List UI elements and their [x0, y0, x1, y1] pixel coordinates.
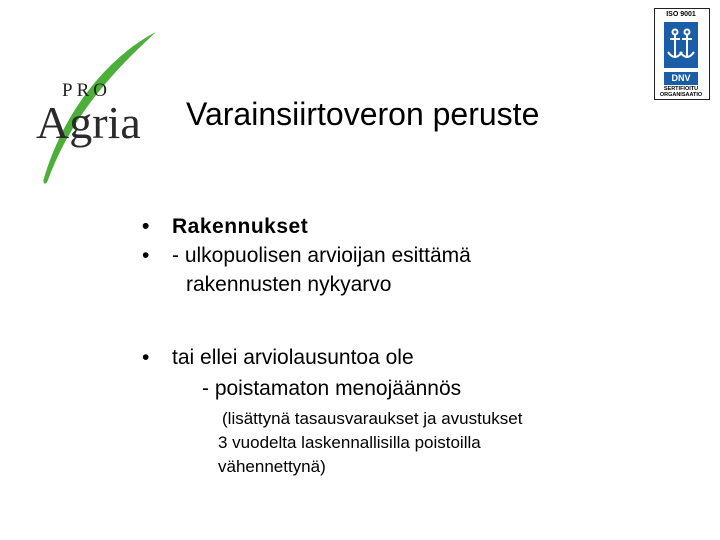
bullet-text-continued: rakennusten nykyarvo [186, 273, 392, 296]
sub-bullet-text: - poistamaton menojäännös [202, 377, 462, 400]
iso-certificate-badge [654, 8, 710, 100]
bullet-dot: • [142, 346, 150, 369]
logo-agria-text: Agria [36, 97, 141, 148]
slide-content [142, 212, 702, 479]
pro-agria-logo [28, 28, 168, 188]
cert-dnv-label: DNV [664, 72, 698, 85]
bullet-item [142, 212, 702, 241]
logo-pro-text: PRO [62, 80, 111, 101]
note-line: vähennettynä) [218, 457, 326, 476]
cert-line-1: SERTIFIOITU [663, 86, 699, 92]
slide-title: Varainsiirtoveron peruste [186, 96, 540, 132]
note-line: 3 vuodelta laskennallisilla poistoilla [218, 433, 481, 452]
bullet-text: - ulkopuolisen arvioijan esittämä [172, 244, 471, 267]
bullet-text: Rakennukset [172, 215, 309, 238]
bullet-dot: • [142, 215, 150, 238]
bullet-item [142, 241, 702, 299]
bullet-dot: • [142, 244, 150, 267]
bullet-text: tai ellei arviolausuntoa ole [172, 346, 414, 369]
anchor-icon [664, 22, 698, 68]
cert-bottom-text [656, 86, 706, 98]
bullet-item [142, 343, 702, 479]
cert-iso-label: ISO 9001 [666, 11, 696, 18]
cert-line-2: ORGANISAATIO [659, 92, 703, 98]
note-line: (lisättynä tasausvaraukset ja avustukset [222, 409, 523, 428]
